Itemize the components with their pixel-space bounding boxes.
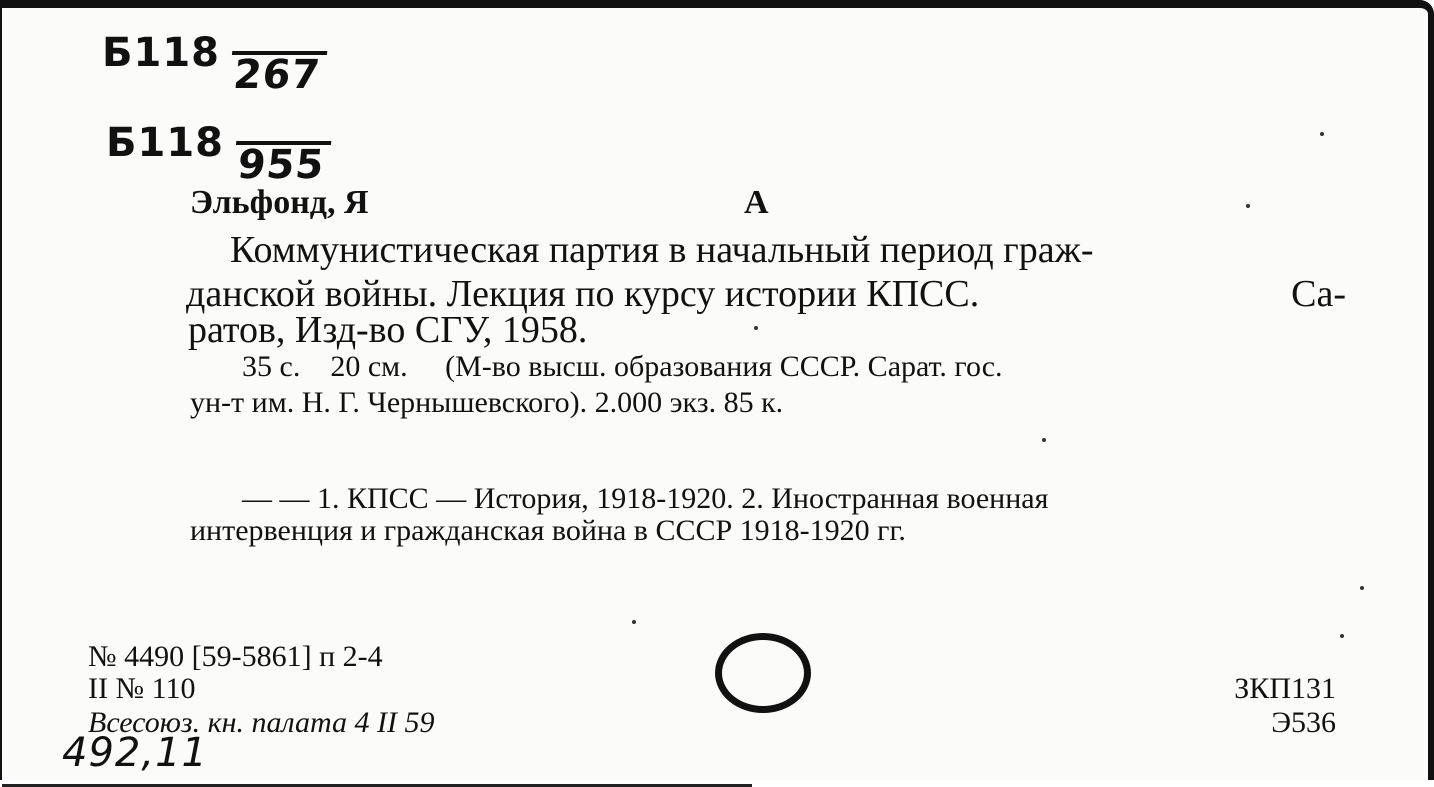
title-line-3: ратов, Изд-во СГУ, 1958. bbox=[188, 309, 588, 351]
shelf-mark-2-prefix: Б118 bbox=[106, 120, 224, 166]
shelf-mark-1 bbox=[102, 30, 324, 98]
author-letter: А bbox=[744, 184, 769, 221]
subject-line-1: — — 1. КПСС — История, 1918-1920. 2. Иностранная военная bbox=[242, 482, 1049, 515]
speck bbox=[1246, 204, 1250, 208]
book-chamber-line: Всесоюз. кн. палата 4 II 59 bbox=[88, 706, 435, 739]
title-line-2-left: данской войны. Лекция по курсу истории КПСС. bbox=[186, 273, 980, 315]
classification-code-2: Э536 bbox=[1271, 706, 1336, 739]
title-line-1: Коммунистическая партия в начальный период граж- bbox=[230, 229, 1094, 271]
shelf-mark-1-prefix: Б118 bbox=[102, 30, 220, 76]
roman-number-line: II № 110 bbox=[88, 672, 196, 705]
shelf-mark-1-number: 267 bbox=[228, 51, 327, 95]
speck bbox=[1320, 132, 1324, 136]
collation-line-1: 35 с. 20 см. (М-во высш. образования СССР. Сарат. гос. bbox=[242, 350, 1003, 383]
title-line-2-right: Са- bbox=[1291, 273, 1346, 315]
collation-line-2: ун-т им. Н. Г. Чернышевского). 2.000 экз. 85 к. bbox=[190, 386, 784, 419]
classification-code-1: ЗКП131 bbox=[1234, 672, 1336, 705]
subject-line-2: интервенция и гражданская война в СССР 1918-1920 гг. bbox=[190, 514, 906, 547]
speck bbox=[632, 620, 636, 624]
shelf-mark-2 bbox=[106, 120, 328, 188]
handwritten-bottom-note: 492,11 bbox=[62, 730, 208, 776]
shelf-mark-2-number: 955 bbox=[232, 141, 331, 185]
punch-hole-circle bbox=[715, 633, 811, 713]
speck bbox=[1042, 438, 1046, 442]
speck bbox=[1360, 586, 1364, 590]
speck bbox=[754, 326, 758, 330]
card-number-line: № 4490 [59-5861] п 2-4 bbox=[88, 640, 383, 673]
author-heading: Эльфонд, Я bbox=[190, 184, 369, 221]
speck bbox=[1340, 634, 1344, 638]
